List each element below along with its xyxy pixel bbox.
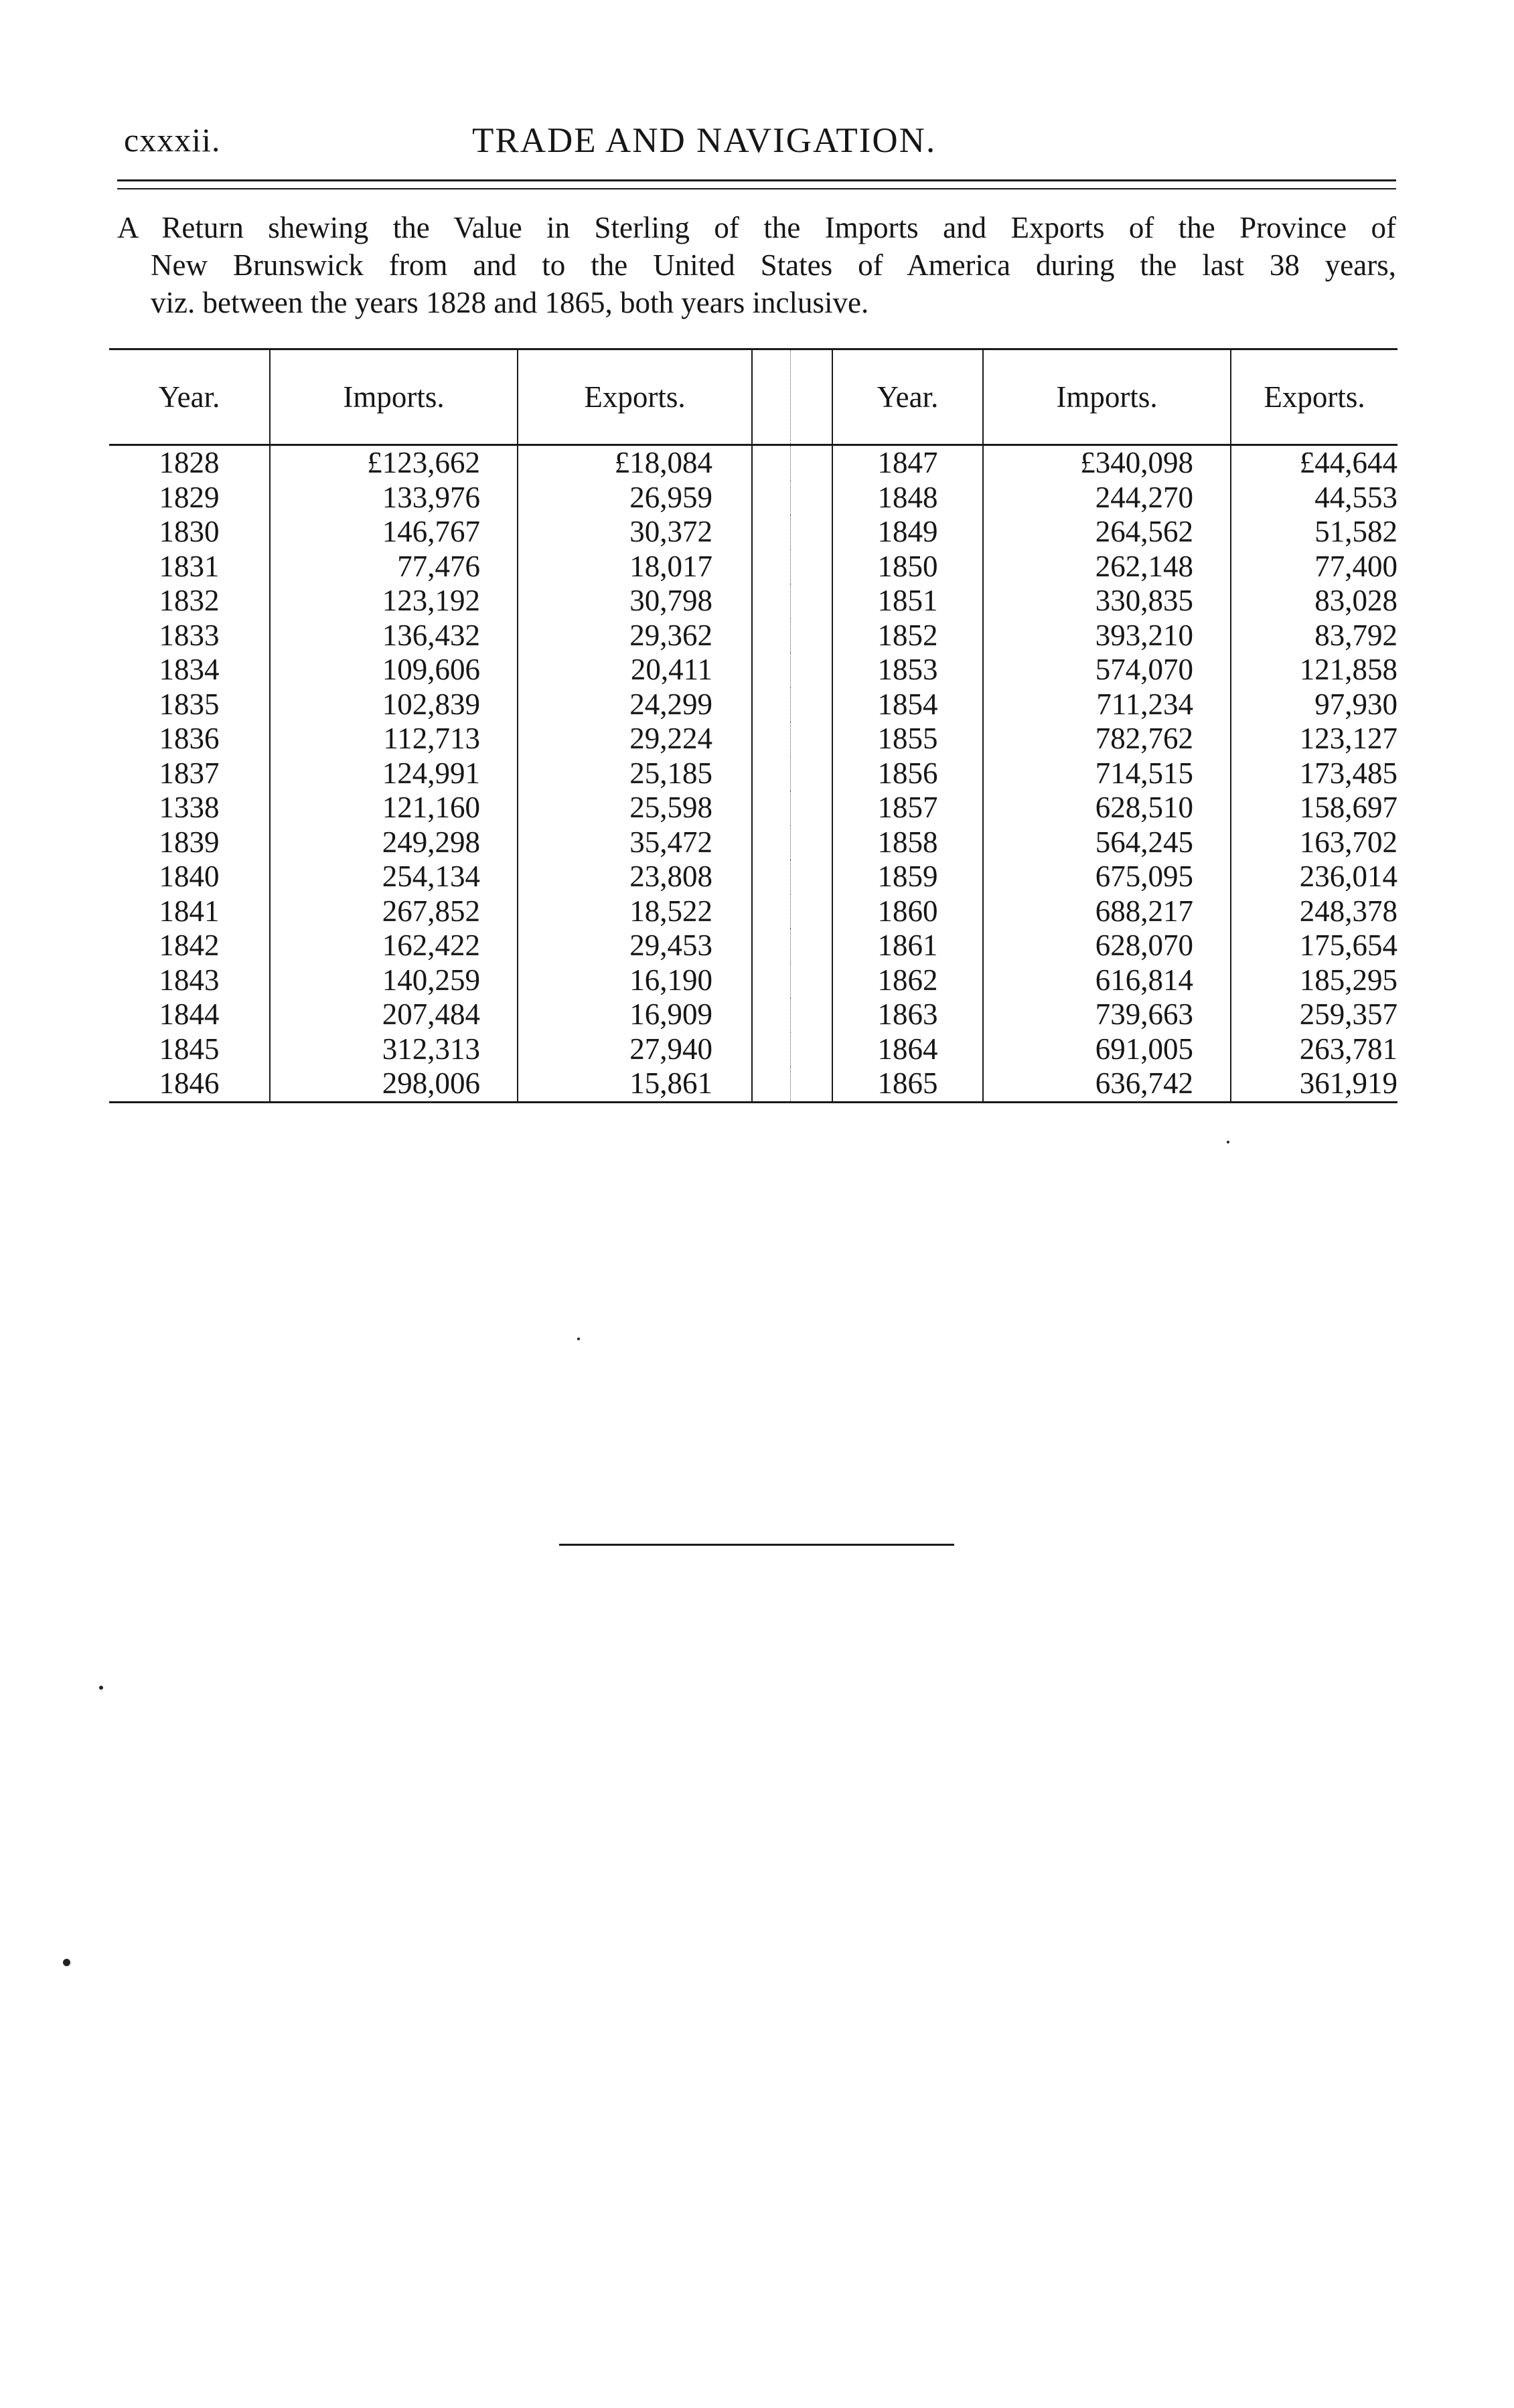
cell-year-right: 1859 (832, 860, 983, 894)
cell-exports-right: 236,014 (1299, 860, 1397, 893)
cell-exports-left: 25,598 (629, 791, 712, 824)
header-imports-left: Imports. (270, 349, 518, 445)
cell-imports-right: 564,245 (983, 825, 1231, 860)
cell-year-left: 1338 (109, 791, 270, 825)
table-row (109, 688, 1397, 722)
cell-imports-left: 109,606 (270, 653, 518, 688)
cell-exports-right: 77,400 (1314, 549, 1397, 583)
cell-imports-left: 112,713 (270, 722, 518, 756)
cell-imports-right: 244,270 (983, 481, 1231, 515)
cell-imports-left: 249,298 (270, 825, 518, 860)
cell-imports-left: £123,662 (270, 445, 518, 481)
column-divider (752, 584, 832, 619)
cell-imports-right: 264,562 (983, 515, 1231, 550)
header-exports-left: Exports. (518, 349, 752, 445)
cell-imports-left: 312,313 (270, 1032, 518, 1067)
cell-exports-left: 18,017 (629, 549, 712, 583)
caption-line-1: A Return shewing the Value in Sterling of the Imports and Exports of the Province of (117, 211, 1396, 244)
column-divider (752, 894, 832, 929)
cell-imports-right: 691,005 (983, 1032, 1231, 1067)
cell-imports-right: 711,234 (983, 688, 1231, 722)
cell-exports-left: 20,411 (630, 653, 712, 686)
cell-imports-right: 714,515 (983, 756, 1231, 791)
column-divider (752, 349, 832, 445)
table-row (109, 791, 1397, 825)
column-divider (752, 1066, 832, 1102)
cell-imports-right: 739,663 (983, 997, 1231, 1032)
table-caption (117, 209, 1396, 321)
cell-year-left: 1831 (109, 550, 270, 584)
cell-year-right: 1860 (832, 894, 983, 929)
cell-year-right: 1856 (832, 756, 983, 791)
table-row (109, 445, 1397, 481)
cell-imports-left: 121,160 (270, 791, 518, 825)
cell-imports-right: 616,814 (983, 963, 1231, 998)
column-divider (752, 688, 832, 722)
column-divider (752, 756, 832, 791)
cell-year-right: 1863 (832, 997, 983, 1032)
cell-exports-left: 15,861 (518, 1066, 752, 1102)
cell-year-right: 1847 (832, 445, 983, 481)
table-row (109, 619, 1397, 653)
caption-line-2: New Brunswick from and to the United States of America during the last 38 years, (151, 248, 1396, 282)
table-header-row (109, 349, 1397, 445)
cell-exports-right: 44,553 (1314, 480, 1397, 514)
table-row (109, 584, 1397, 619)
cell-imports-left: 124,991 (270, 756, 518, 791)
table-row (109, 929, 1397, 963)
table-row (109, 1032, 1397, 1067)
cell-year-left: 1836 (109, 722, 270, 756)
cell-imports-left: 102,839 (270, 688, 518, 722)
cell-year-left: 1830 (109, 515, 270, 550)
cell-exports-right: 51,582 (1314, 515, 1397, 548)
header-rule (117, 179, 1396, 189)
cell-imports-right: 782,762 (983, 722, 1231, 756)
column-divider (752, 481, 832, 515)
column-divider (752, 997, 832, 1032)
cell-year-right: 1854 (832, 688, 983, 722)
cell-exports-left: 29,453 (629, 929, 712, 962)
column-divider (752, 550, 832, 584)
cell-imports-right: 688,217 (983, 894, 1231, 929)
cell-year-left: 1844 (109, 997, 270, 1032)
cell-exports-left: 16,190 (629, 963, 712, 997)
cell-year-left: 1845 (109, 1032, 270, 1067)
cell-year-right: 1861 (832, 929, 983, 963)
cell-imports-right: 675,095 (983, 860, 1231, 894)
cell-year-left: 1828 (109, 445, 270, 481)
cell-year-left: 1829 (109, 481, 270, 515)
table-row (109, 860, 1397, 894)
page-header (117, 114, 1396, 167)
table-row (109, 997, 1397, 1032)
cell-imports-right: £340,098 (983, 445, 1231, 481)
header-year-right: Year. (832, 349, 983, 445)
table-row (109, 653, 1397, 688)
cell-exports-right: 97,930 (1314, 687, 1397, 721)
cell-exports-right: 185,295 (1299, 963, 1397, 997)
cell-exports-left: 30,798 (629, 584, 712, 617)
column-divider (752, 515, 832, 550)
header-year-left: Year. (109, 349, 270, 445)
column-divider (752, 445, 832, 481)
table-row (109, 515, 1397, 550)
cell-exports-left: 18,522 (629, 894, 712, 928)
cell-exports-left: 35,472 (629, 825, 712, 859)
cell-year-right: 1853 (832, 653, 983, 688)
cell-year-right: 1865 (832, 1066, 983, 1102)
column-divider (752, 860, 832, 894)
cell-year-left: 1842 (109, 929, 270, 963)
cell-imports-left: 140,259 (270, 963, 518, 998)
ink-speck (99, 1686, 103, 1690)
cell-exports-left: 24,299 (629, 687, 712, 721)
cell-imports-left: 77,476 (270, 550, 518, 584)
trade-table (109, 348, 1397, 1103)
cell-imports-right: 636,742 (983, 1066, 1231, 1102)
cell-year-right: 1851 (832, 584, 983, 619)
column-divider (752, 791, 832, 825)
cell-year-right: 1857 (832, 791, 983, 825)
cell-exports-right: £44,644 (1299, 446, 1397, 479)
cell-year-left: 1839 (109, 825, 270, 860)
cell-exports-left: 25,185 (629, 756, 712, 790)
cell-exports-right: 173,485 (1299, 756, 1397, 790)
cell-exports-left: 29,224 (629, 722, 712, 755)
cell-imports-right: 393,210 (983, 619, 1231, 653)
closing-rule (559, 1544, 954, 1546)
cell-exports-right: 123,127 (1299, 722, 1397, 755)
table-row (109, 756, 1397, 791)
cell-year-right: 1849 (832, 515, 983, 550)
column-divider (752, 653, 832, 688)
cell-imports-left: 133,976 (270, 481, 518, 515)
table-body (109, 445, 1397, 1103)
cell-imports-left: 207,484 (270, 997, 518, 1032)
cell-year-right: 1850 (832, 550, 983, 584)
ink-speck (63, 1959, 70, 1966)
cell-imports-left: 146,767 (270, 515, 518, 550)
cell-imports-left: 123,192 (270, 584, 518, 619)
table-row (109, 550, 1397, 584)
cell-exports-right: 83,792 (1314, 618, 1397, 652)
cell-year-left: 1834 (109, 653, 270, 688)
cell-imports-right: 262,148 (983, 550, 1231, 584)
table-row (109, 1066, 1397, 1102)
cell-imports-left: 298,006 (270, 1066, 518, 1102)
running-title: TRADE AND NAVIGATION. (472, 121, 937, 160)
cell-year-right: 1862 (832, 963, 983, 998)
cell-imports-left: 267,852 (270, 894, 518, 929)
cell-imports-right: 574,070 (983, 653, 1231, 688)
header-exports-right: Exports. (1231, 349, 1397, 445)
cell-exports-right: 175,654 (1299, 929, 1397, 962)
cell-year-right: 1864 (832, 1032, 983, 1067)
cell-exports-right: 248,378 (1299, 894, 1397, 928)
column-divider (752, 963, 832, 998)
cell-exports-left: 30,372 (629, 515, 712, 548)
table-row (109, 722, 1397, 756)
cell-imports-left: 136,432 (270, 619, 518, 653)
table-row (109, 894, 1397, 929)
cell-year-right: 1852 (832, 619, 983, 653)
cell-year-left: 1832 (109, 584, 270, 619)
cell-exports-right: 259,357 (1299, 997, 1397, 1031)
cell-exports-left: 23,808 (629, 860, 712, 893)
cell-exports-left: 26,959 (629, 480, 712, 514)
cell-year-left: 1846 (109, 1066, 270, 1102)
table-row (109, 963, 1397, 998)
table-row (109, 481, 1397, 515)
cell-imports-right: 628,510 (983, 791, 1231, 825)
cell-exports-right: 83,028 (1314, 584, 1397, 617)
table-row (109, 825, 1397, 860)
cell-year-left: 1840 (109, 860, 270, 894)
ink-speck (577, 1338, 580, 1340)
cell-exports-right: 158,697 (1299, 791, 1397, 824)
column-divider (752, 619, 832, 653)
cell-year-left: 1837 (109, 756, 270, 791)
trade-table-wrapper (109, 348, 1397, 1103)
column-divider (752, 1032, 832, 1067)
cell-year-left: 1833 (109, 619, 270, 653)
cell-exports-left: 29,362 (629, 618, 712, 652)
ink-speck (1227, 1141, 1229, 1143)
cell-imports-right: 330,835 (983, 584, 1231, 619)
cell-year-right: 1848 (832, 481, 983, 515)
header-imports-right: Imports. (983, 349, 1231, 445)
cell-exports-left: £18,084 (614, 446, 712, 479)
cell-exports-right: 163,702 (1299, 825, 1397, 859)
page-number: cxxxii. (124, 121, 221, 159)
cell-exports-left: 16,909 (629, 997, 712, 1031)
cell-exports-right: 263,781 (1299, 1032, 1397, 1066)
cell-year-right: 1855 (832, 722, 983, 756)
cell-imports-right: 628,070 (983, 929, 1231, 963)
column-divider (752, 722, 832, 756)
cell-year-right: 1858 (832, 825, 983, 860)
cell-exports-left: 27,940 (629, 1032, 712, 1066)
cell-imports-left: 162,422 (270, 929, 518, 963)
cell-exports-right: 121,858 (1299, 653, 1397, 686)
column-divider (752, 929, 832, 963)
cell-year-left: 1835 (109, 688, 270, 722)
cell-imports-left: 254,134 (270, 860, 518, 894)
column-divider (752, 825, 832, 860)
cell-exports-right: 361,919 (1231, 1066, 1397, 1102)
cell-year-left: 1841 (109, 894, 270, 929)
caption-line-3: viz. between the years 1828 and 1865, both years inclusive. (151, 286, 869, 319)
cell-year-left: 1843 (109, 963, 270, 998)
